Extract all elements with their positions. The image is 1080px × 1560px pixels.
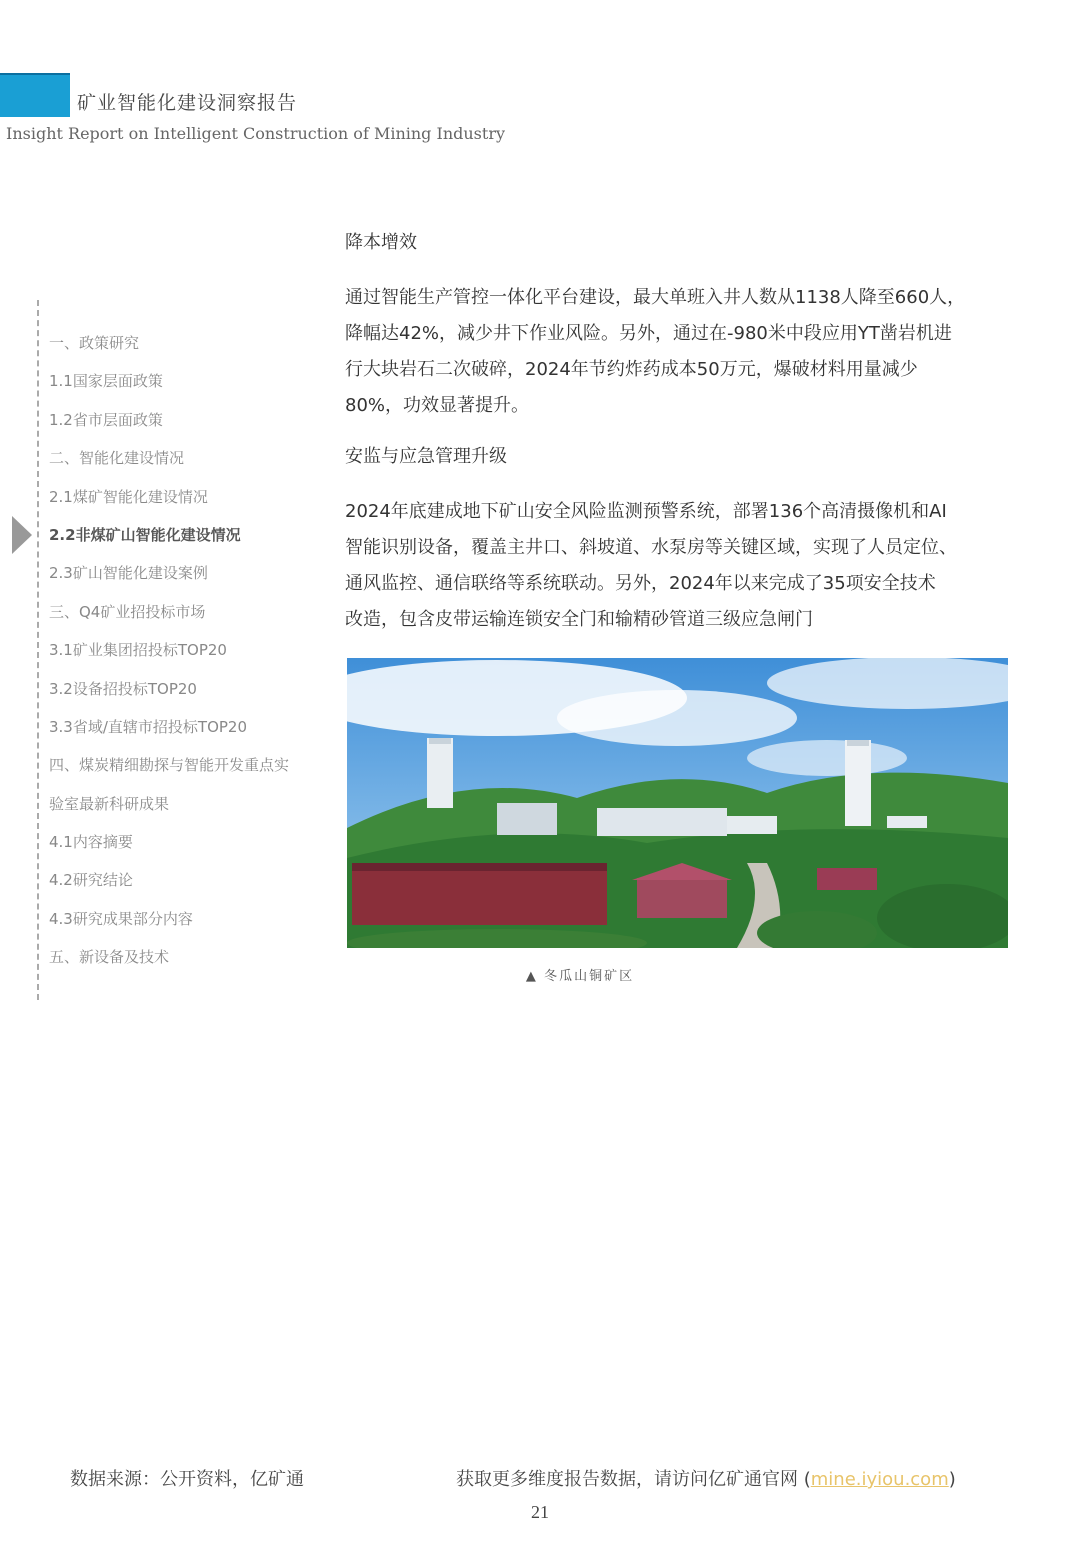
- toc-item[interactable]: 二、智能化建设情况: [49, 449, 185, 468]
- website-link[interactable]: mine.iyiou.com: [810, 1469, 949, 1490]
- toc-item[interactable]: 3.2设备招投标TOP20: [49, 679, 197, 698]
- toc-item[interactable]: 三、Q4矿业招投标市场: [49, 602, 206, 621]
- toc-item[interactable]: 4.1内容摘要: [49, 833, 133, 852]
- page-number: 21: [531, 1502, 549, 1522]
- section-heading-cost: 降本增效: [345, 232, 417, 253]
- toc-item[interactable]: 一、政策研究: [49, 334, 140, 352]
- header-accent-line: [0, 73, 70, 75]
- toc-item[interactable]: 2.3矿山智能化建设案例: [49, 564, 208, 583]
- data-source: 数据来源：公开资料，亿矿通: [70, 1469, 304, 1490]
- toc-item[interactable]: 4.3研究成果部分内容: [49, 909, 193, 928]
- paragraph-cost: 通过智能生产管控一体化平台建设，最大单班入井人数从1138人降至660人， 降幅达42%，减少井下作业风险。另外，通过在-980米中段应用YT凿岩机进 行大块岩石二次破碎，2024年节约炸药成本50万元，爆破材料用量减少 80%，功效显著提升。: [345, 287, 966, 416]
- toc-item[interactable]: 2.1煤矿智能化建设情况: [49, 487, 208, 506]
- section-heading-safety: 安监与应急管理升级: [345, 446, 507, 467]
- toc-item[interactable]: 1.2省市层面政策: [49, 410, 163, 429]
- paragraph-safety: 2024年底建成地下矿山安全风险监测预警系统，部署136个高清摄像机和AI 智能识别设备，覆盖主井口、斜坡道、水泵房等关键区域，实现了人员定位、 通风监控、通信联络等系统联动。另外，2024年以来完成了35项安全技术 改造，包含皮带运输连锁安全门和输精砂管道三级应急闸门: [345, 501, 957, 630]
- toc-item[interactable]: 3.3省域/直辖市招投标TOP20: [49, 717, 248, 736]
- toc-item[interactable]: 4.2研究结论: [49, 871, 133, 890]
- table-of-contents: [49, 331, 324, 984]
- mine-area-photo: [347, 658, 1008, 948]
- header-accent-block: [0, 73, 70, 117]
- main-content: [345, 228, 1015, 656]
- report-title: 矿业智能化建设洞察报告: [77, 92, 298, 114]
- cta-text: 获取更多维度报告数据，请访问亿矿通官网 (: [456, 1469, 811, 1490]
- toc-item[interactable]: 五、新设备及技术: [49, 948, 170, 967]
- toc-item-active[interactable]: 2.2非煤矿山智能化建设情况: [49, 525, 241, 544]
- toc-item[interactable]: 验室最新科研成果: [49, 794, 170, 813]
- cta-close: ): [948, 1469, 956, 1490]
- toc-item[interactable]: 四、煤炭精细勘探与智能开发重点实: [49, 756, 290, 775]
- toc-item[interactable]: 3.1矿业集团招投标TOP20: [49, 641, 227, 660]
- triangle-marker-icon: ▲: [525, 969, 538, 984]
- report-subtitle: Insight Report on Intelligent Construction of Mining Industry: [6, 124, 505, 143]
- toc-item[interactable]: 1.1国家层面政策: [49, 372, 163, 391]
- photo-caption: [0, 965, 1080, 984]
- caption-text: 冬瓜山铜矿区: [544, 969, 635, 984]
- toc-divider: [37, 300, 39, 1000]
- footer-cta: [456, 1465, 956, 1491]
- toc-current-arrow-icon: [12, 516, 32, 554]
